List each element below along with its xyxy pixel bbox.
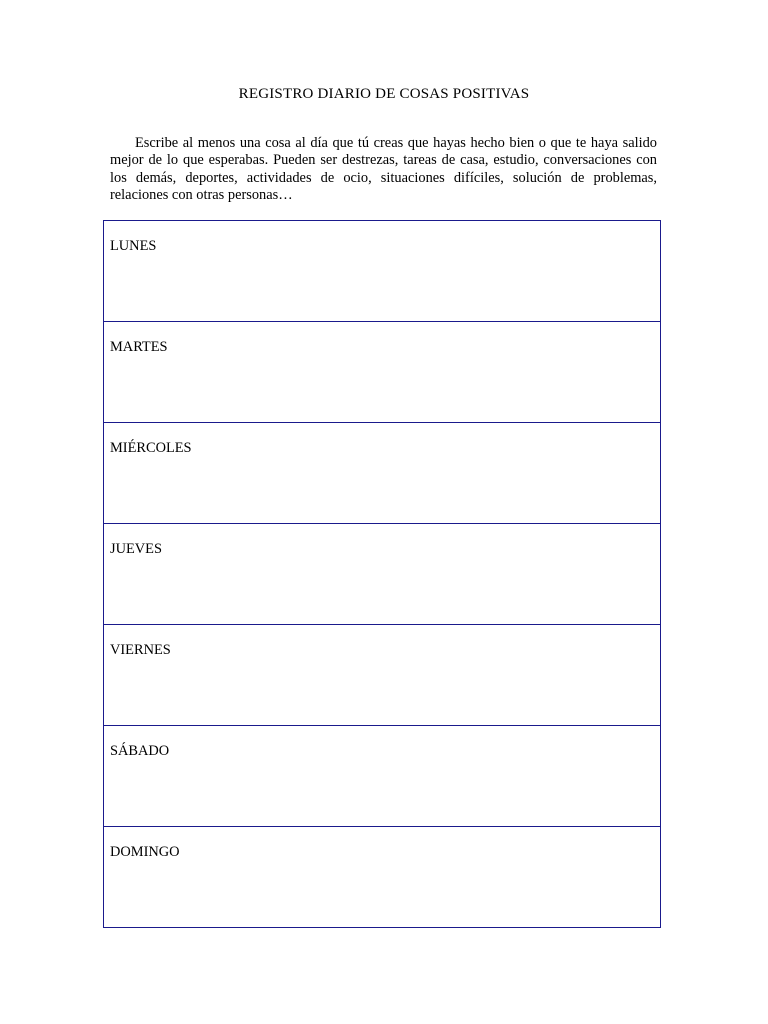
day-label: DOMINGO <box>110 844 180 860</box>
day-label: VIERNES <box>110 642 171 658</box>
day-label: LUNES <box>110 238 157 254</box>
day-row-martes[interactable] <box>104 322 660 423</box>
day-row-jueves[interactable] <box>104 524 660 625</box>
day-row-miercoles[interactable] <box>104 423 660 524</box>
day-label: MIÉRCOLES <box>110 440 192 456</box>
day-label: SÁBADO <box>110 743 170 759</box>
page-title: REGISTRO DIARIO DE COSAS POSITIVAS <box>238 86 530 102</box>
intro-paragraph: Escribe al menos una cosa al día que tú creas que hayas hecho bien o que te haya salido mejor de lo que esperabas. Pueden ser destrezas, tareas de casa, estudio, conversaciones con los demás, deportes, actividades de ocio, situaciones difíciles, solución de problemas, relaciones con otras personas… <box>110 135 657 203</box>
day-label: JUEVES <box>110 541 162 557</box>
day-row-sabado[interactable] <box>104 726 660 827</box>
day-label: MARTES <box>110 339 168 355</box>
day-row-viernes[interactable] <box>104 625 660 726</box>
day-row-domingo[interactable] <box>104 827 660 927</box>
day-row-lunes[interactable] <box>104 221 660 322</box>
week-table <box>103 220 661 928</box>
